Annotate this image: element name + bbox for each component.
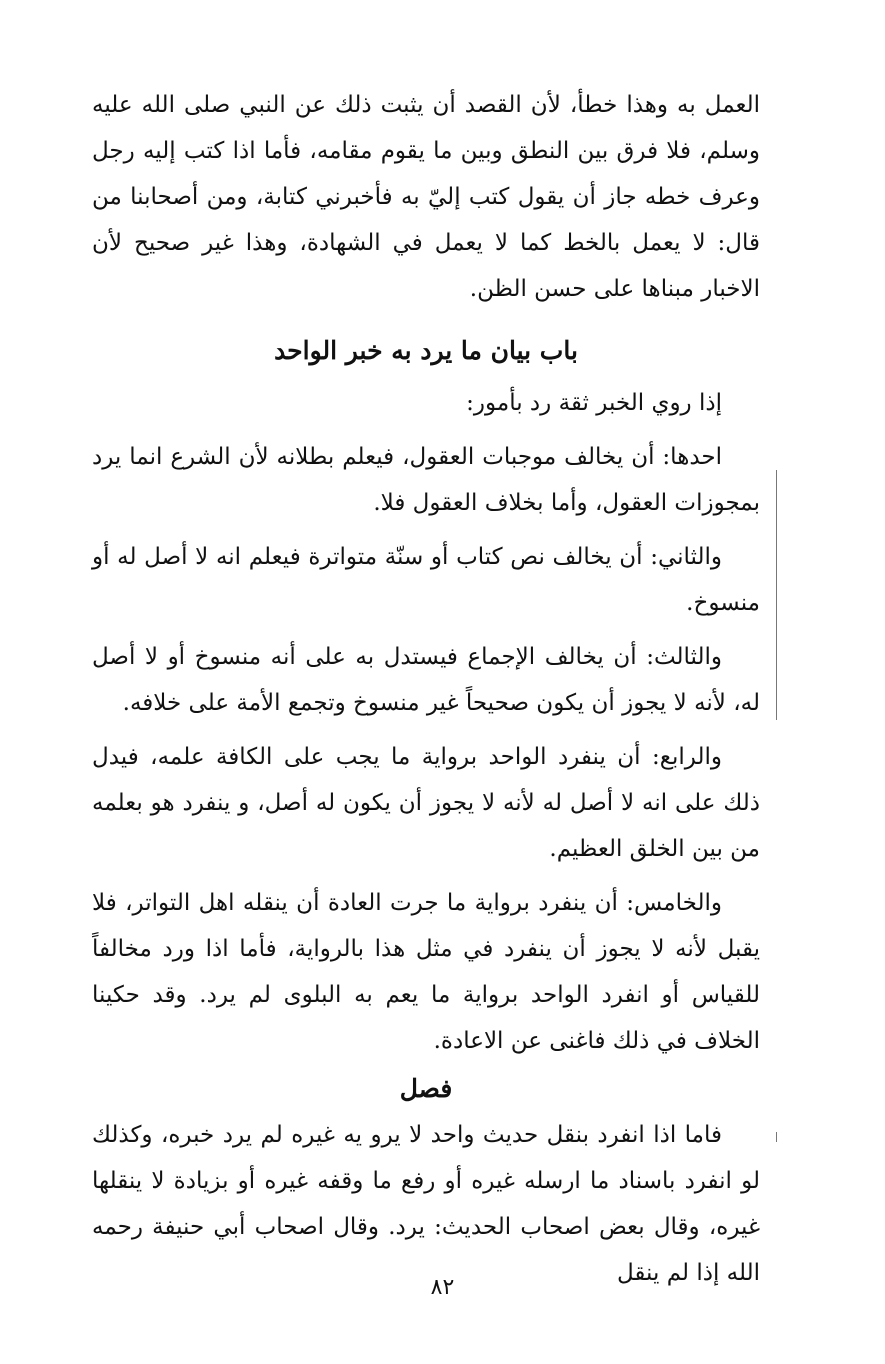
fasl-heading: فصل [399,1074,453,1103]
page-number: ٨٢ [430,1275,455,1300]
section-intro: إذا روي الخبر ثقة رد بأمور: [466,390,722,416]
margin-line [776,1132,777,1142]
margin-line [776,470,777,720]
item-second: والثاني: أن يخالف نص كتاب أو سنّة متواترة فيعلم انه لا أصل له أو منسوخ. [92,544,760,616]
item-third: والثالث: أن يخالف الإجماع فيستدل به على أنه منسوخ أو لا أصل له، لأنه لا يجوز أن يكون صحيحاً غير منسوخ وتجمع الأمة على خلافه. [92,644,760,716]
item-first: احدها: أن يخالف موجبات العقول، فيعلم بطلانه لأن الشرع انما يرد بمجوزات العقول، وأما بخلاف العقول فلا. [92,444,760,516]
item-fourth: والرابع: أن ينفرد الواحد برواية ما يجب على الكافة علمه، فيدل ذلك على انه لا أصل له لأنه لا يجوز أن يكون له أصل، و ينفرد هو بعلمه من بين الخلق العظيم. [92,744,760,862]
intro-paragraph: العمل به وهذا خطأ، لأن القصد أن يثبت ذلك عن النبي صلى الله عليه وسلم، فلا فرق بين النطق وبين ما يقوم مقامه، فأما اذا كتب إليه رجل وعرف خطه جاز أن يقول كتب إليّ به فأخبرني كتابة، ومن أصحابنا من قال: لا يعمل بالخط كما لا يعمل في الشهادة، وهذا غير صحيح لأن الاخبار مبناها على حسن الظن. [92,92,760,302]
fasl-paragraph: فاما اذا انفرد بنقل حديث واحد لا يرو يه غيره لم يرد خبره، وكذلك لو انفرد باسناد ما ارسله غيره أو رفع ما وقفه غيره أو بزيادة لا ينقلها غيره، وقال بعض اصحاب الحديث: يرد. وقال اصحاب أبي حنيفة رحمه الله إذا لم ينقل [92,1122,760,1286]
page-content [92,82,760,1296]
item-fifth: والخامس: أن ينفرد برواية ما جرت العادة أن ينقله اهل التواتر، فلا يقبل لأنه لا يجوز أن ينفرد في مثل هذا بالرواية، فأما اذا ورد مخالفاً للقياس أو انفرد الواحد برواية ما يعم به البلوى لم يرد. وقد حكينا الخلاف في ذلك فاغنى عن الاعادة. [92,890,760,1054]
section-heading: باب بيان ما يرد به خبر الواحد [274,336,578,365]
